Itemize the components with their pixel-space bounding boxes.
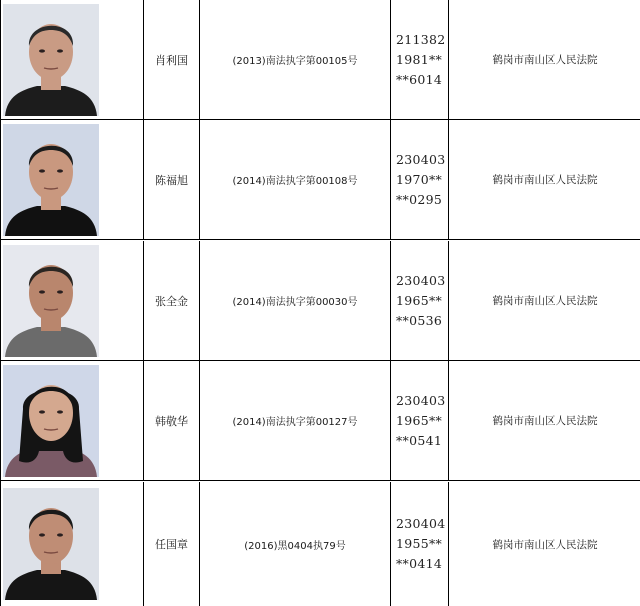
table-row <box>1 0 640 120</box>
id-line: 1955** <box>396 536 443 551</box>
person-name: 陈福旭 <box>144 120 200 239</box>
photo-cell <box>1 241 144 360</box>
portrait-silhouette <box>3 124 99 236</box>
case-number: (2014)南法执字第00108号 <box>200 120 391 239</box>
photo-cell <box>1 0 144 119</box>
court-name: 鹤岗市南山区人民法院 <box>492 295 598 307</box>
id-line: **0541 <box>396 432 443 448</box>
portrait-silhouette <box>3 488 99 600</box>
case-number: (2016)黑0404执79号 <box>200 482 391 606</box>
id-line: 230403 <box>396 392 446 408</box>
table-row <box>1 120 640 240</box>
id-line: **0414 <box>396 556 443 571</box>
person-photo <box>3 4 99 116</box>
photo-cell <box>1 361 144 480</box>
id-line: **0536 <box>396 312 443 328</box>
id-line: 230403 <box>396 151 446 167</box>
id-line: 211382 <box>396 31 446 47</box>
court-name: 鹤岗市南山区人民法院 <box>492 538 598 551</box>
case-number: (2014)南法执字第00030号 <box>200 241 391 360</box>
person-photo <box>3 124 99 236</box>
id-line: 1965** <box>396 292 443 308</box>
table-row <box>1 361 640 481</box>
portrait-silhouette <box>3 245 99 357</box>
person-photo <box>3 365 99 477</box>
id-line: 1981** <box>396 51 443 67</box>
id-line: 1970** <box>396 171 443 187</box>
id-line: **6014 <box>396 71 443 87</box>
case-number: (2014)南法执字第00127号 <box>200 361 391 480</box>
person-photo <box>3 488 99 600</box>
id-number-cell <box>391 120 449 239</box>
id-line: 1965** <box>396 412 443 428</box>
id-line: 230403 <box>396 272 446 288</box>
court-name: 鹤岗市南山区人民法院 <box>492 54 598 66</box>
id-number-cell <box>391 361 449 480</box>
id-number-cell <box>391 241 449 360</box>
court-name: 鹤岗市南山区人民法院 <box>492 174 598 186</box>
court-name: 鹤岗市南山区人民法院 <box>492 415 598 427</box>
table-row <box>1 482 640 606</box>
portrait-silhouette <box>3 365 99 477</box>
id-line: 230404 <box>396 516 446 531</box>
person-name: 张全金 <box>144 241 200 360</box>
person-name: 肖利国 <box>144 0 200 119</box>
case-number: (2013)南法执字第00105号 <box>200 0 391 119</box>
portrait-silhouette <box>3 4 99 116</box>
id-line: **0295 <box>396 191 443 207</box>
person-photo <box>3 245 99 357</box>
photo-cell <box>1 482 144 606</box>
photo-cell <box>1 120 144 239</box>
person-name: 韩敬华 <box>144 361 200 480</box>
table-row <box>1 241 640 361</box>
id-number-cell <box>391 482 449 606</box>
person-name: 任国章 <box>144 482 200 606</box>
id-number-cell <box>391 0 449 119</box>
